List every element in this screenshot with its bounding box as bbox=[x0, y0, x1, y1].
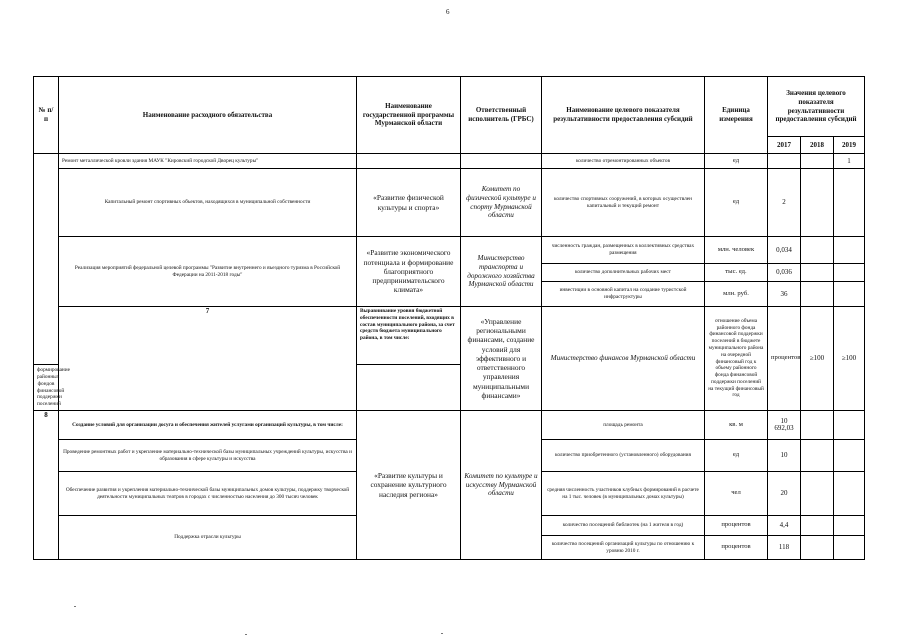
indicator-cell: численность граждан, размещенных в коллективных средствах размещения bbox=[542, 237, 705, 264]
unit-cell: процентов bbox=[705, 516, 768, 536]
value-2017-cell: 20 bbox=[768, 472, 801, 516]
value-2017-cell: ≥100 bbox=[801, 307, 834, 411]
value-2019-cell: 1 bbox=[834, 154, 865, 169]
value-2018-cell bbox=[801, 440, 834, 472]
responsible-cell: Министерство финансов Мурманской области bbox=[542, 307, 705, 411]
unit-cell: процентов bbox=[768, 307, 801, 411]
value-2017-cell: 10 bbox=[768, 440, 801, 472]
row-number: 8 bbox=[34, 411, 59, 560]
program-cell: «Развитие экономического потенциала и формирование благоприятного предпринимательского климата» bbox=[357, 237, 461, 307]
header-num: № п/п bbox=[34, 77, 59, 154]
header-responsible: Ответственный исполнитель (ГРБС) bbox=[461, 77, 542, 154]
obligation-cell: Капитальный ремонт спортивных объектов, находящихся в муниципальной собственности bbox=[59, 169, 357, 237]
value-2018-cell bbox=[801, 536, 834, 560]
value-2017-cell: 0,036 bbox=[768, 264, 801, 282]
value-2018-cell bbox=[801, 472, 834, 516]
unit-cell: тыс. ед. bbox=[705, 264, 768, 282]
indicator-cell: инвестиции в основной капитал на создание туристской инфраструктуры bbox=[542, 282, 705, 307]
value-2018-cell bbox=[801, 282, 834, 307]
unit-cell: млн. руб. bbox=[705, 282, 768, 307]
table-row bbox=[34, 307, 865, 365]
value-2019-cell bbox=[834, 440, 865, 472]
table-row bbox=[34, 154, 865, 169]
value-2019-cell bbox=[834, 536, 865, 560]
obligation-cell: Выравнивание уровня бюджетной обеспеченности поселений, входящих в состав муниципального района, за счет средств бюджета муниципального района, в том числе: bbox=[357, 307, 461, 365]
unit-cell: ед bbox=[705, 154, 768, 169]
header-obligation: Наименование расходного обязательства bbox=[59, 77, 357, 154]
row-number: 7 bbox=[59, 307, 357, 411]
value-2017-cell: 4,4 bbox=[768, 516, 801, 536]
header-unit: Единица измерения bbox=[705, 77, 768, 154]
value-2019-cell bbox=[834, 516, 865, 536]
value-2017-cell: 36 bbox=[768, 282, 801, 307]
obligation-cell: Реализация мероприятий федеральной целевой программы "Развитие внутреннего и въездного туризма в Российской Федерации на 2011-2018 годы" bbox=[59, 237, 357, 307]
obligation-cell: Поддержка отрасли культуры bbox=[59, 516, 357, 560]
value-2017-cell: 2 bbox=[768, 169, 801, 237]
unit-cell: чел bbox=[705, 472, 768, 516]
responsible-cell bbox=[461, 154, 542, 169]
program-cell: «Управление региональными финансами, создание условий для эффективного и ответственного управления муниципальными финансами» bbox=[461, 307, 542, 411]
unit-cell: ед bbox=[705, 169, 768, 237]
value-2018-cell bbox=[801, 154, 834, 169]
subsidy-targets-table bbox=[33, 76, 865, 560]
value-2017-cell: 118 bbox=[768, 536, 801, 560]
indicator-cell: количество спортивных сооружений, в которых осуществлен капитальный и текущий ремонт bbox=[542, 169, 705, 237]
header-year-2017: 2017 bbox=[768, 137, 801, 154]
obligation-cell: Ремонт металлической кровли здания МАУК "Кировский городской Дворец культуры" bbox=[59, 154, 357, 169]
responsible-cell: Министерство транспорта и дорожного хозяйства Мурманской области bbox=[461, 237, 542, 307]
value-2019-cell bbox=[834, 169, 865, 237]
header-year-2019: 2019 bbox=[834, 137, 865, 154]
value-2019-cell bbox=[834, 282, 865, 307]
value-2018-cell bbox=[801, 169, 834, 237]
row-num-cell bbox=[34, 154, 59, 365]
value-2018-cell bbox=[801, 516, 834, 536]
table-row bbox=[34, 411, 865, 440]
table-row bbox=[34, 237, 865, 264]
value-2018-cell bbox=[801, 237, 834, 264]
indicator-cell: отношение объема районного фонда финансовой поддержки поселений в бюджете муниципального района на очередной финансовый год к объему районного фонда финансовой поддержки поселений на текущий финансовый год bbox=[705, 307, 768, 411]
value-2017-cell: 0,034 bbox=[768, 237, 801, 264]
program-cell: «Развитие физической культуры и спорта» bbox=[357, 169, 461, 237]
page-number: 6 bbox=[446, 8, 450, 16]
responsible-cell: Комитет по культуре и искусству Мурманской области bbox=[461, 411, 542, 560]
value-2018-cell bbox=[801, 264, 834, 282]
unit-cell: процентов bbox=[705, 536, 768, 560]
header-values: Значения целевого показателя результативности предоставления субсидий bbox=[768, 77, 865, 137]
scan-speck bbox=[245, 634, 247, 635]
program-cell: «Развитие культуры и сохранение культурного наследия региона» bbox=[357, 411, 461, 560]
header-program: Наименование государственной программы Мурманской области bbox=[357, 77, 461, 154]
indicator-cell: количество посещений организаций культуры по отношению к уровню 2010 г. bbox=[542, 536, 705, 560]
unit-cell: млн. человек bbox=[705, 237, 768, 264]
indicator-cell: количество посещений библиотек (на 1 жителя в год) bbox=[542, 516, 705, 536]
scan-speck bbox=[441, 633, 443, 634]
header-year-2018: 2018 bbox=[801, 137, 834, 154]
value-2019-cell bbox=[834, 472, 865, 516]
responsible-cell: Комитет по физической культуре и спорту Мурманской области bbox=[461, 169, 542, 237]
value-2019-cell bbox=[834, 411, 865, 440]
table-row bbox=[34, 169, 865, 237]
value-2019-cell bbox=[834, 237, 865, 264]
obligation-cell: Проведение ремонтных работ и укрепление материально-технической базы муниципальных учреждений культуры, искусства и образования в сфере культуры и искусства bbox=[59, 440, 357, 472]
indicator-cell: количество дополнительных рабочих мест bbox=[542, 264, 705, 282]
header-row bbox=[34, 77, 865, 137]
scan-speck bbox=[74, 606, 76, 607]
obligation-cell: формирование районных фондов финансовой поддержки поселений bbox=[34, 365, 59, 411]
value-2018-cell bbox=[801, 411, 834, 440]
value-2017-cell bbox=[768, 154, 801, 169]
value-2018-cell: ≥100 bbox=[834, 307, 865, 411]
unit-cell: кв. м bbox=[705, 411, 768, 440]
value-2017-cell: 10 692,03 bbox=[768, 411, 801, 440]
indicator-cell: площадь ремонта bbox=[542, 411, 705, 440]
obligation-cell: Создание условий для организации досуга и обеспечения жителей услугами организаций культуры, в том числе: bbox=[59, 411, 357, 440]
program-cell bbox=[357, 154, 461, 169]
indicator-cell: средняя численность участников клубных формирований в расчете на 1 тыс. человек (в муниципальных домах культуры) bbox=[542, 472, 705, 516]
unit-cell: ед bbox=[705, 440, 768, 472]
obligation-cell: Обеспечение развития и укрепления материально-технической базы муниципальных домов культуры, поддержку творческой деятельности муниципальных театров в городах с численностью населения до 300 тысяч человек bbox=[59, 472, 357, 516]
indicator-cell: количество приобретенного (установленного) оборудования bbox=[542, 440, 705, 472]
header-indicator: Наименование целевого показателя результативности предоставления субсидий bbox=[542, 77, 705, 154]
indicator-cell: количество отремонтированных объектов bbox=[542, 154, 705, 169]
value-2019-cell bbox=[834, 264, 865, 282]
